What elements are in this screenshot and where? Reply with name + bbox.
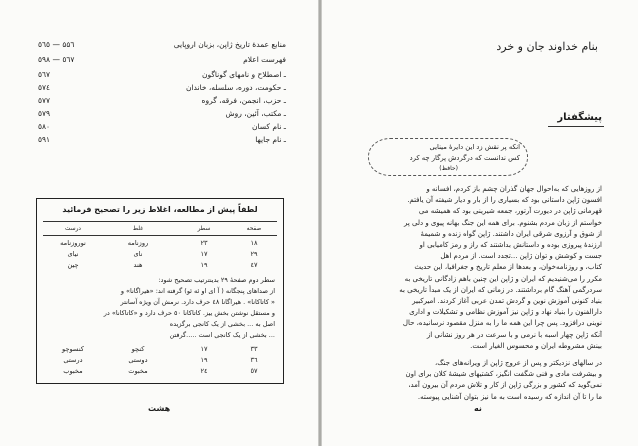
index-entry-pages: ٥٦٧ — [38, 70, 51, 79]
errata-cell: ۱۸ — [250, 239, 258, 247]
body-text-line: بنیاد کنونی آموزش نوین و گردش تمدن عربی آغاز کردند. امیرکبیر — [412, 297, 602, 305]
folio-left: هشت — [148, 404, 171, 413]
errata-note-line: و مستقل نوشتن بخش ییز. کاتاکانا ٥۰ حرف دارد و «کاتاکانا» در — [103, 309, 275, 317]
errata-cell: ٤۷ — [250, 261, 258, 269]
errata-note-line: اصل به ... بخشی از یک کانجی برگزیده — [169, 320, 275, 328]
errata-cell: ۱۷ — [200, 345, 208, 353]
errata-cell: ۳۳ — [250, 345, 258, 353]
errata-cell: نای — [133, 250, 143, 258]
poem-line: انکه پر نقش زد این دایرهٔ مینایی — [429, 143, 520, 151]
body-text-line: از روزهایی که به‌احوال جهان گذران چشم باز کردم، افسانه و — [426, 185, 602, 193]
index-entry-label: فهرست اعلام — [243, 55, 286, 64]
errata-cell: ۱۹ — [200, 261, 208, 269]
body-text-line: قهرمانی ژاپن در دیورت آرتور، جمعه شیرینی بود که همیشه می‌ — [418, 207, 602, 216]
errata-cell: روزنامه — [127, 239, 149, 247]
body-text-line: کتاب، و روزنامه‌خوان، و بعدها از معلم تاریخ و جغرافیا، این حدیث — [414, 263, 602, 272]
errata-cell: هند — [133, 261, 143, 269]
index-entry-pages: ٥٩١ — [38, 135, 51, 144]
errata-header-page: صفحه — [246, 226, 262, 232]
errata-cell: کنسوچو — [62, 345, 84, 353]
errata-cell: ۲۳ — [200, 239, 208, 247]
index-entry-label: ـ اصطلاح و نامهای گوناگون — [201, 70, 286, 79]
poem-line: کس ندانست که درگردش پرگار چه کرد — [409, 154, 520, 162]
index-entry-pages: ٥٧٩ — [38, 109, 51, 118]
body-text-line: دارالفنون را بنیاد نهاد و ژاپن نیز آموزش نظامی و تشکیلات و اداری — [409, 308, 602, 317]
preface-title: پیشگفتار — [557, 112, 602, 123]
errata-note-line: از صداهای پنجگانه ( آ ای او ئه ئو) گرفته اند: «هیراگانا» و — [120, 287, 275, 295]
errata-note-line: سطر دوم صفحهٔ ۲۹ بدینترتیب تصحیح شود: — [158, 276, 275, 284]
body-text-line: از شوق و آرزوی شرقی ایران داشتند. ژاپن گواه زنده و شمیمهٔ — [420, 229, 602, 238]
body-text-line: جست و کوشش و توان ژاپن ...تجدد است. از مردم اهل — [440, 252, 602, 261]
errata-cell: مخبوب — [63, 367, 83, 375]
errata-cell: درستی — [63, 356, 83, 364]
body-text-line: نوینی درافزود. پس چرا این همه ما را به منزل مقصود نرسانیده، حال — [402, 319, 602, 328]
body-text-line: مکرر را می‌شنیدیم که ایران و ژاپن این چنین باهم زادگانی تاریخی به — [404, 274, 602, 283]
errata-header-line: سطر — [197, 226, 211, 232]
errata-cell: دوستی — [128, 356, 148, 364]
errata-cell: چین — [67, 261, 79, 269]
divider — [548, 126, 604, 127]
index-entry-pages: ٥٧٧ — [38, 96, 51, 105]
errata-cell: نوروزنامه — [60, 239, 86, 247]
index-entry-label: ـ مکتب، آئین، روش — [225, 109, 286, 118]
errata-cell: ٥۷ — [250, 367, 258, 375]
body-text-line: ما را تا آن اندازه که رسیده است به ما نیز بتوان آشنایی پیوسته. — [417, 392, 602, 401]
divider — [43, 221, 277, 222]
errata-cell: کنچو — [131, 345, 145, 353]
left-page — [0, 0, 318, 446]
errata-header-correct: درست — [65, 226, 81, 232]
index-entry-label: ـ حکومت، دوره، سلسله، خاندان — [185, 83, 286, 92]
index-entry-pages: ۵۵٦ — ٥٦٥ — [38, 40, 75, 49]
body-text-line: سردرگمی آهنگ گام برداشتند. در زمانی که ایران از یک مبدأ تاریخی به — [399, 285, 602, 294]
errata-title: لطفاً پیش از مطالعه، اغلاط زیر را تصحیح فرمائید — [62, 205, 258, 214]
invocation-heading: بنام خداوند جان و خرد — [496, 40, 598, 53]
index-entry-pages: ٥٨٠ — [38, 122, 51, 131]
errata-cell: ۱۷ — [200, 250, 208, 258]
body-text-line: در سالهای نزدیکتر و پس از عروج ژاپن از ویرانه‌های جنگ، — [435, 359, 602, 367]
index-entry-label: منابع عمدهٔ تاریخ ژاپن، بزبان اروپایی — [173, 40, 286, 49]
poem-attribution: (حافظ) — [439, 165, 458, 172]
errata-cell: ٢٤ — [200, 367, 208, 375]
body-text-line: نمی‌گوید که کشور و بزرگی ژاپن از کار و تلاش مردم آن بیرون آمد، — [408, 381, 602, 390]
divider — [43, 235, 277, 236]
errata-header-wrong: غلط — [132, 226, 144, 232]
right-page — [322, 0, 638, 446]
index-entry-label: ـ نام کسان — [251, 122, 286, 131]
errata-cell: نیای — [67, 250, 79, 258]
errata-note-line: « کاتاکانا» . هیراگانا ٤۸ حرف دارد. نرمش آن ویژه آسانتر — [120, 298, 275, 306]
index-entry-pages: ٥٧٤ — [38, 83, 51, 92]
index-entry-pages: ٥٦٧ — ٥٩٨ — [38, 55, 75, 64]
body-text-line: و بیشرفت مادی و فنی شگفت انگیز، کشتیهای شیشهٔ کلان برای اون — [405, 370, 602, 379]
errata-box — [36, 198, 284, 384]
body-text-line: ارزندهٔ پیروزی بوده و داستانش بداشتند که راز و رمز کامیابی او — [419, 241, 602, 249]
body-text-line: بینش مشروطه ایران و محسوس الغیار است. — [470, 341, 602, 350]
body-text-line: افسون ژاپن داستانی بود که بسیاری را از بار و دیار شیفته آن یافتم. — [407, 196, 602, 205]
errata-cell: ۲۹ — [250, 250, 258, 258]
body-text-line: آنکه ژاپن چهار اسبه با نرمی و با سرعت در هر روز نشانی از — [426, 330, 602, 339]
folio-right: نه — [474, 404, 482, 413]
errata-cell: مخبوت — [128, 367, 148, 375]
index-entry-label: ـ نام جایها — [255, 135, 286, 144]
index-entry-label: ـ حزب، انجمن، فرقه، گروه — [201, 96, 286, 105]
errata-note-line: ... بخشی از یک کانجی است .....گرفتن — [169, 331, 275, 339]
errata-cell: ۱۹ — [200, 356, 208, 364]
errata-cell: ٣٦ — [250, 356, 258, 364]
body-text-line: خواستم از زبان مردم بشنوم. برای همه این جنگ بهانه پیوی و دلی پر — [403, 218, 602, 227]
